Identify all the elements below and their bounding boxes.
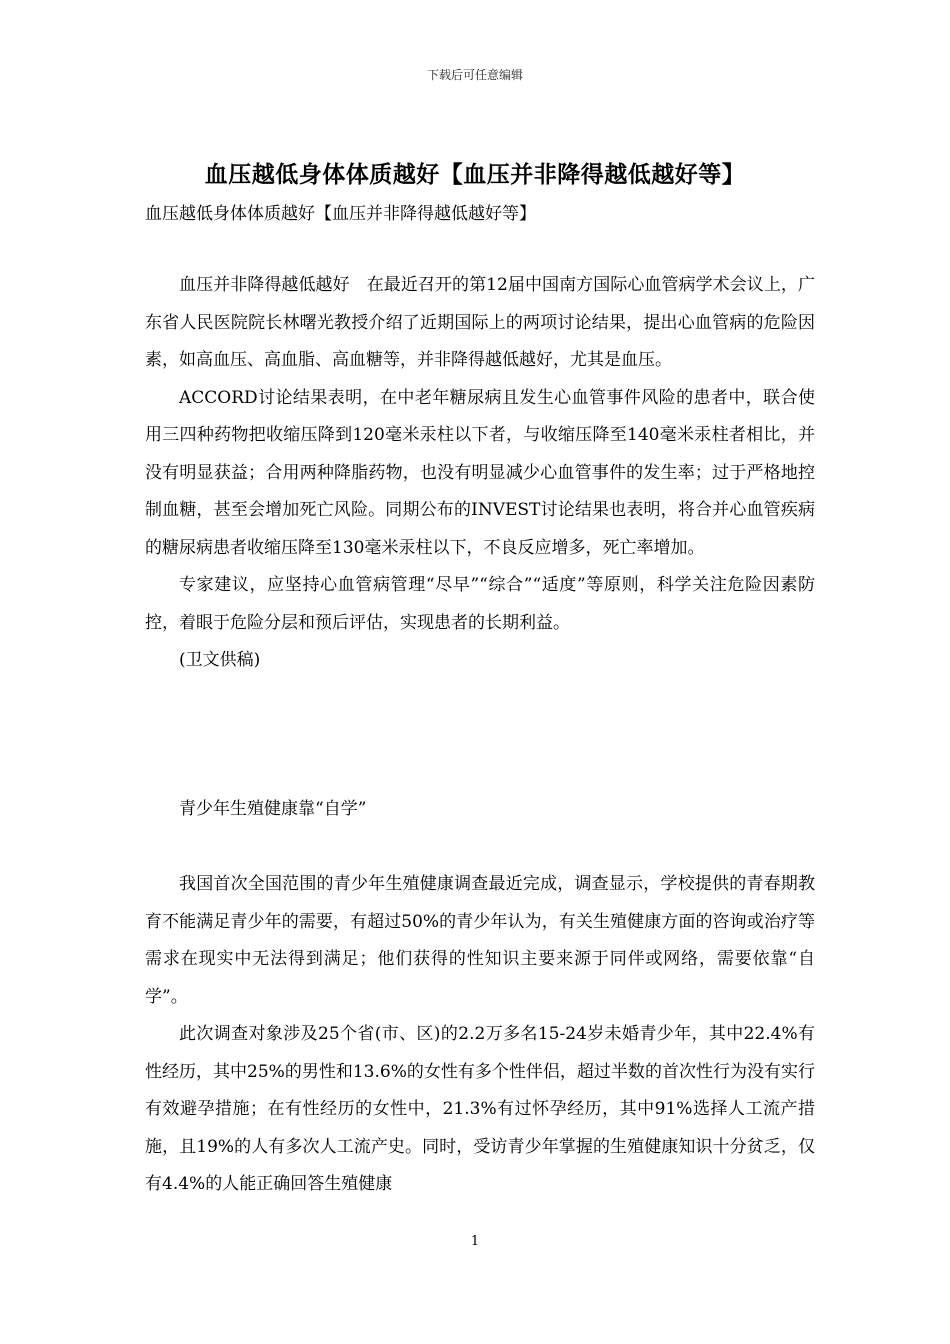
section-body xyxy=(145,866,815,1204)
document-subtitle: 血压越低身体体质越好【血压并非降得越低越好等】 xyxy=(145,204,536,224)
article-body xyxy=(145,267,815,680)
section-heading: 青少年生殖健康靠“自学” xyxy=(179,799,367,819)
paragraph: 此次调查对象涉及25个省(市、区)的2.2万多名15-24岁未婚青少年，其中22.4%有性经历，其中25%的男性和13.6%的女性有多个性伴侣，超过半数的首次性行为没有实行有效避孕措施；在有性经历的女性中，21.3%有过怀孕经历，其中91%选择人工流产措施，且19%的人有多次人工流产史。同时，受访青少年掌握的生殖健康知识十分贫乏，仅有4.4%的人能正确回答生殖健康 xyxy=(145,1024,815,1194)
header-note: 下载后可任意编辑 xyxy=(426,68,523,82)
paragraph: 我国首次全国范围的青少年生殖健康调查最近完成，调查显示，学校提供的青春期教育不能满足青少年的需要，有超过50%的青少年认为，有关生殖健康方面的咨询或治疗等需求在现实中无法得到满足；他们获得的性知识主要来源于同伴或网络，需要依靠“自学”。 xyxy=(145,874,815,1007)
page-number: 1 xyxy=(470,1234,480,1249)
paragraph: 专家建议，应坚持心血管病管理“尽早”“综合”“适度”等原则，科学关注危险因素防控，着眼于危险分层和预后评估，实现患者的长期利益。 xyxy=(145,575,815,633)
paragraph: ACCORD讨论结果表明，在中老年糖尿病且发生心血管事件风险的患者中，联合使用三四种药物把收缩压降到120毫米汞柱以下者，与收缩压降至140毫米汞柱者相比，并没有明显获益；合用两种降脂药物，也没有明显减少心血管事件的发生率；过于严格地控制血糖，甚至会增加死亡风险。同期公布的INVEST讨论结果也表明，将合并心血管疾病的糖尿病患者收缩压降至130毫米汞柱以下，不良反应增多，死亡率增加。 xyxy=(145,387,815,558)
source-credit: (卫文供稿) xyxy=(179,650,261,670)
section-heading-block xyxy=(145,791,815,829)
paragraph: 血压并非降得越低越好 在最近召开的第12届中国南方国际心血管病学术会议上，广东省人民医院院长林曙光教授介绍了近期国际上的两项讨论结果，提出心血管病的危险因素，如高血压、高血脂、高血糖等，并非降得越低越好，尤其是血压。 xyxy=(145,275,815,370)
document-title: 血压越低身体体质越好【血压并非降得越低越好等】 xyxy=(204,162,746,188)
